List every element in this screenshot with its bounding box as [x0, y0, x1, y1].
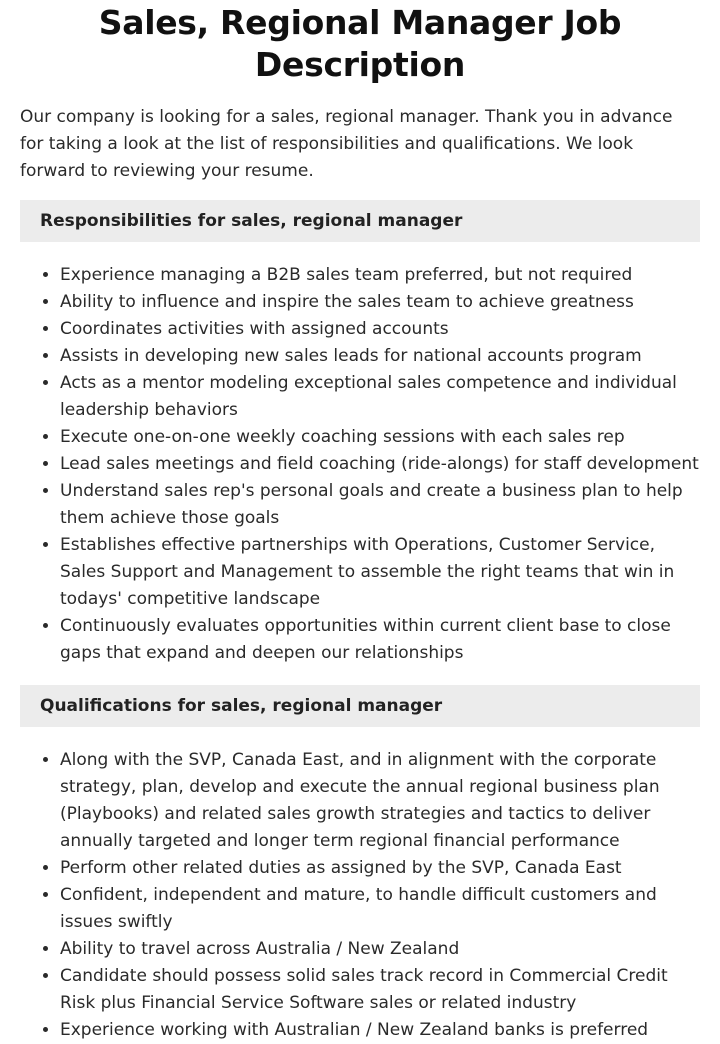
list-item: • Ability to travel across Australia / New Zealand [60, 936, 700, 963]
list-item: • Along with the SVP, Canada East, and in alignment with the corporate strategy, plan, develop and execute the annual regional business plan (Playbooks) and related sales growth strategies and tactics to deliver annually targeted and longer term regional financial performance [60, 747, 700, 855]
list-item: • Lead sales meetings and field coaching (ride-alongs) for staff development [60, 451, 700, 478]
list-item: • Experience managing a B2B sales team preferred, but not required [60, 262, 700, 289]
list-item: • Experience working with Australian / New Zealand banks is preferred [60, 1017, 700, 1044]
list-item: • Continuously evaluates opportunities within current client base to close gaps that expand and deepen our relationships [60, 613, 700, 667]
list-item: • Acts as a mentor modeling exceptional sales competence and individual leadership behaviors [60, 370, 700, 424]
list-item: • Execute one-on-one weekly coaching sessions with each sales rep [60, 424, 700, 451]
qualifications-heading: Qualifications for sales, regional manager [20, 685, 700, 727]
responsibilities-list [20, 262, 700, 667]
list-item: • Establishes effective partnerships with Operations, Customer Service, Sales Support and Management to assemble the right teams that win in todays' competitive landscape [60, 532, 700, 613]
page-title: Sales, Regional Manager Job Description [98, 3, 622, 84]
list-item: • Coordinates activities with assigned accounts [60, 316, 700, 343]
responsibilities-heading: Responsibilities for sales, regional manager [20, 200, 700, 242]
list-item: • Confident, independent and mature, to handle difficult customers and issues swiftly [60, 882, 700, 936]
list-item: • Assists in developing new sales leads for national accounts program [60, 343, 700, 370]
list-item: • Understand sales rep's personal goals and create a business plan to help them achieve those goals [60, 478, 700, 532]
list-item: • Ability to influence and inspire the sales team to achieve greatness [60, 289, 700, 316]
qualifications-list [20, 747, 700, 1044]
intro-paragraph: Our company is looking for a sales, regional manager. Thank you in advance for taking a look at the list of responsibilities and qualifications. We look forward to reviewing your resume. [20, 107, 673, 181]
list-item: • Perform other related duties as assigned by the SVP, Canada East [60, 855, 700, 882]
list-item: • Candidate should possess solid sales track record in Commercial Credit Risk plus Financial Service Software sales or related industry [60, 963, 700, 1017]
